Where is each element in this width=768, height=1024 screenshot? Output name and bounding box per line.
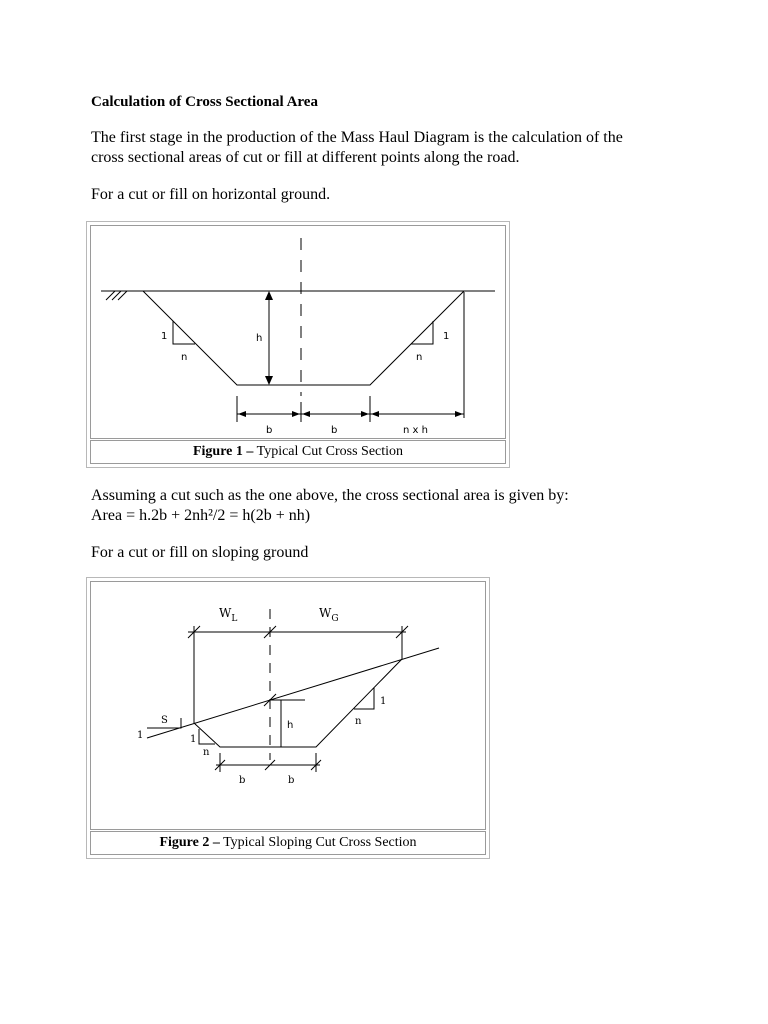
figure-2 <box>86 577 490 859</box>
label-b-left: b <box>266 425 273 436</box>
figure-2-drawing-area <box>90 581 486 830</box>
label-w-l: $W_L$ <box>219 606 238 624</box>
label-h: h <box>256 333 263 344</box>
figure-1 <box>86 221 510 468</box>
figure-2-caption-text: Typical Sloping Cut Cross Section <box>219 835 417 850</box>
label-1-s: 1 <box>137 730 144 741</box>
ground-hatch <box>106 291 127 300</box>
figure-1-diagram <box>91 226 505 438</box>
assume-line-1: Assuming a cut such as the one above, the cross sectional area is given by: <box>91 487 569 504</box>
label-1-right: 1 <box>380 696 387 707</box>
label-1-left: 1 <box>161 331 168 342</box>
label-1-right: 1 <box>443 331 450 342</box>
label-b-right: b <box>288 775 295 786</box>
label-b-left: b <box>239 775 246 786</box>
label-1-left: 1 <box>190 734 197 745</box>
label-n-right: n <box>355 716 362 727</box>
slope-triangle-left <box>199 729 215 744</box>
label-n-right: n <box>416 352 423 363</box>
label-s: S <box>161 715 168 726</box>
label-b-right: b <box>331 425 338 436</box>
label-n-left: n <box>181 352 188 363</box>
label-nxh: n x h <box>403 425 428 436</box>
horizontal-ground-intro: For a cut or fill on horizontal ground. <box>91 186 331 203</box>
figure-2-caption-bold: Figure 2 – <box>159 835 220 850</box>
figure-2-caption <box>90 831 486 855</box>
cut-profile <box>143 291 464 385</box>
intro-line-1: The first stage in the production of the Mass Haul Diagram is the calculation of the <box>91 129 623 146</box>
figure-1-caption-bold: Figure 1 – <box>192 444 254 459</box>
figure-2-diagram <box>91 582 485 829</box>
sloping-ground-intro: For a cut or fill on sloping ground <box>91 544 309 561</box>
figure-1-caption <box>90 440 506 464</box>
label-w-g: $W_G$ <box>319 606 339 624</box>
intro-line-2: cross sectional areas of cut or fill at different points along the road. <box>91 149 520 166</box>
label-n-left: n <box>203 747 210 758</box>
label-h: h <box>287 720 294 731</box>
area-formula: Area = h.2b + 2nh²/2 = h(2b + nh) <box>91 507 311 524</box>
cut-profile <box>194 659 402 747</box>
page-heading: Calculation of Cross Sectional Area <box>91 94 318 110</box>
figure-1-caption-text: Typical Cut Cross Section <box>253 444 404 459</box>
figure-1-drawing-area <box>90 225 506 439</box>
